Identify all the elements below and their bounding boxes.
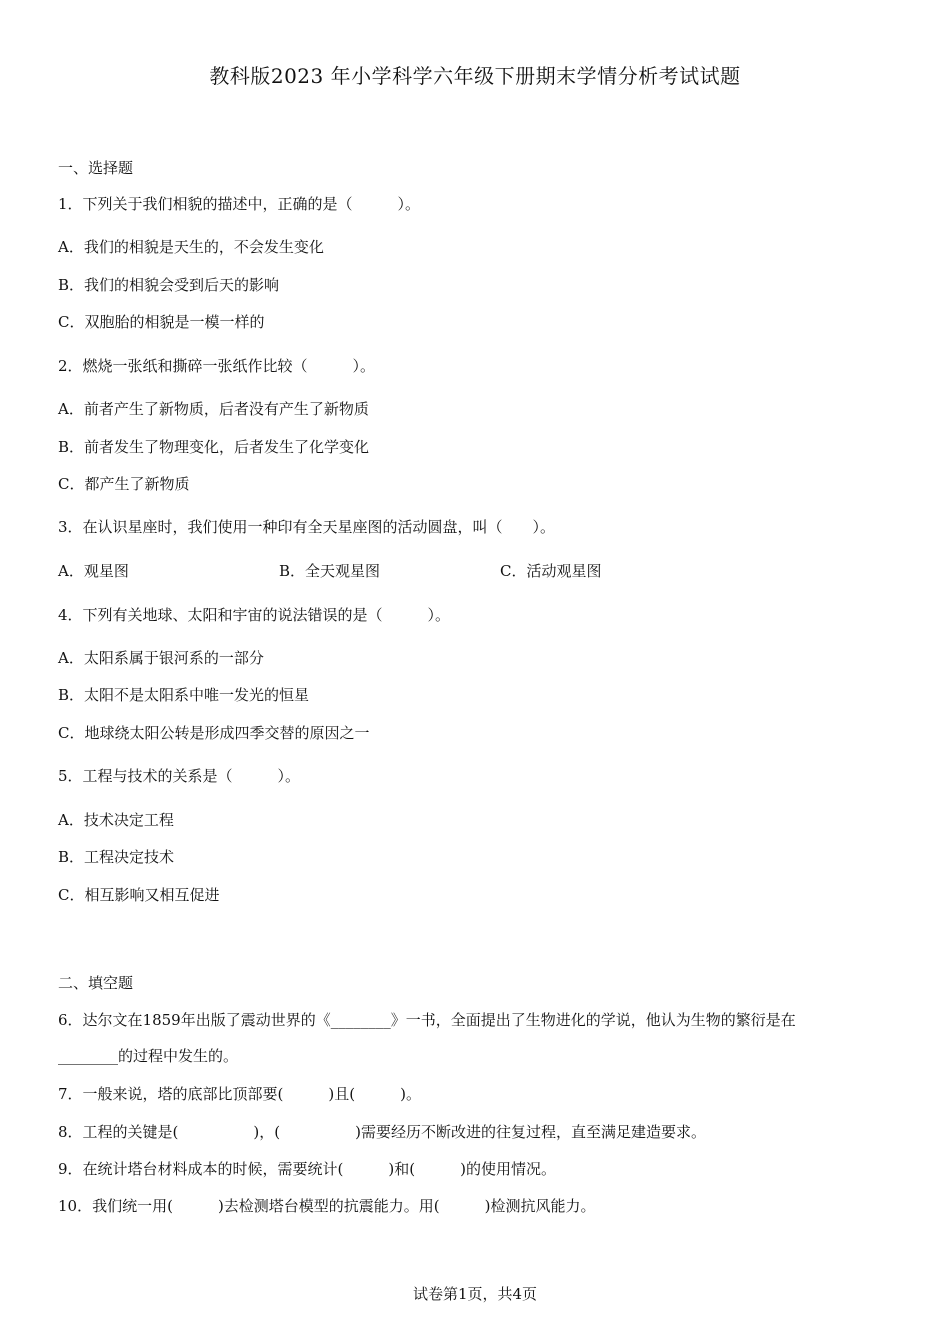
- question-3-stem: 3．在认识星座时，我们使用一种印有全天星座图的活动圆盘，叫（ ）。: [58, 518, 556, 536]
- question-6-line-1: 6．达尔文在1859年出版了震动世界的《________》一书，全面提出了生物进化的学说，他认为生物的繁衍是在: [58, 1011, 796, 1029]
- question-5-option-b: B．工程决定技术: [58, 848, 175, 866]
- section-heading-choice: 一、选择题: [58, 159, 134, 177]
- question-2-option-a: A．前者产生了新物质，后者没有产生了新物质: [58, 400, 369, 418]
- question-1-option-a: A．我们的相貌是天生的，不会发生变化: [58, 238, 324, 256]
- question-1-stem: 1．下列关于我们相貌的描述中，正确的是（ ）。: [58, 195, 421, 213]
- question-4-option-a: A．太阳系属于银河系的一部分: [58, 649, 264, 667]
- question-9: 9．在统计塔台材料成本的时候，需要统计( )和( )的使用情况。: [58, 1160, 556, 1178]
- question-2-option-c: C．都产生了新物质: [58, 475, 190, 493]
- page-footer: 试卷第1页，共4页: [412, 1285, 538, 1303]
- question-5-option-a: A．技术决定工程: [58, 811, 174, 829]
- question-4-option-c: C．地球绕太阳公转是形成四季交替的原因之一: [58, 724, 370, 742]
- question-1-option-b: B．我们的相貌会受到后天的影响: [58, 276, 280, 294]
- question-3-option-a: A．观星图: [58, 562, 129, 580]
- question-8: 8．工程的关键是( )，( )需要经历不断改进的往复过程，直至满足建造要求。: [58, 1123, 706, 1141]
- page-title: 教科版2023 年小学科学六年级下册期末学情分析考试试题: [209, 64, 741, 88]
- question-1-option-c: C．双胞胎的相貌是一模一样的: [58, 313, 265, 331]
- question-6-line-2: ________的过程中发生的。: [58, 1047, 239, 1065]
- question-3-option-b: B．全天观星图: [279, 562, 381, 580]
- question-10: 10．我们统一用( )去检测塔台模型的抗震能力。用( )检测抗风能力。: [58, 1197, 596, 1215]
- question-2-stem: 2．燃烧一张纸和撕碎一张纸作比较（ ）。: [58, 357, 376, 375]
- question-4-option-b: B．太阳不是太阳系中唯一发光的恒星: [58, 686, 310, 704]
- question-2-option-b: B．前者发生了物理变化，后者发生了化学变化: [58, 438, 370, 456]
- question-5-stem: 5．工程与技术的关系是（ ）。: [58, 767, 301, 785]
- question-7: 7．一般来说，塔的底部比顶部要( )且( )。: [58, 1085, 421, 1103]
- section-heading-fill: 二、填空题: [58, 974, 134, 992]
- question-4-stem: 4．下列有关地球、太阳和宇宙的说法错误的是（ ）。: [58, 606, 451, 624]
- question-5-option-c: C．相互影响又相互促进: [58, 886, 220, 904]
- question-3-option-c: C．活动观星图: [500, 562, 602, 580]
